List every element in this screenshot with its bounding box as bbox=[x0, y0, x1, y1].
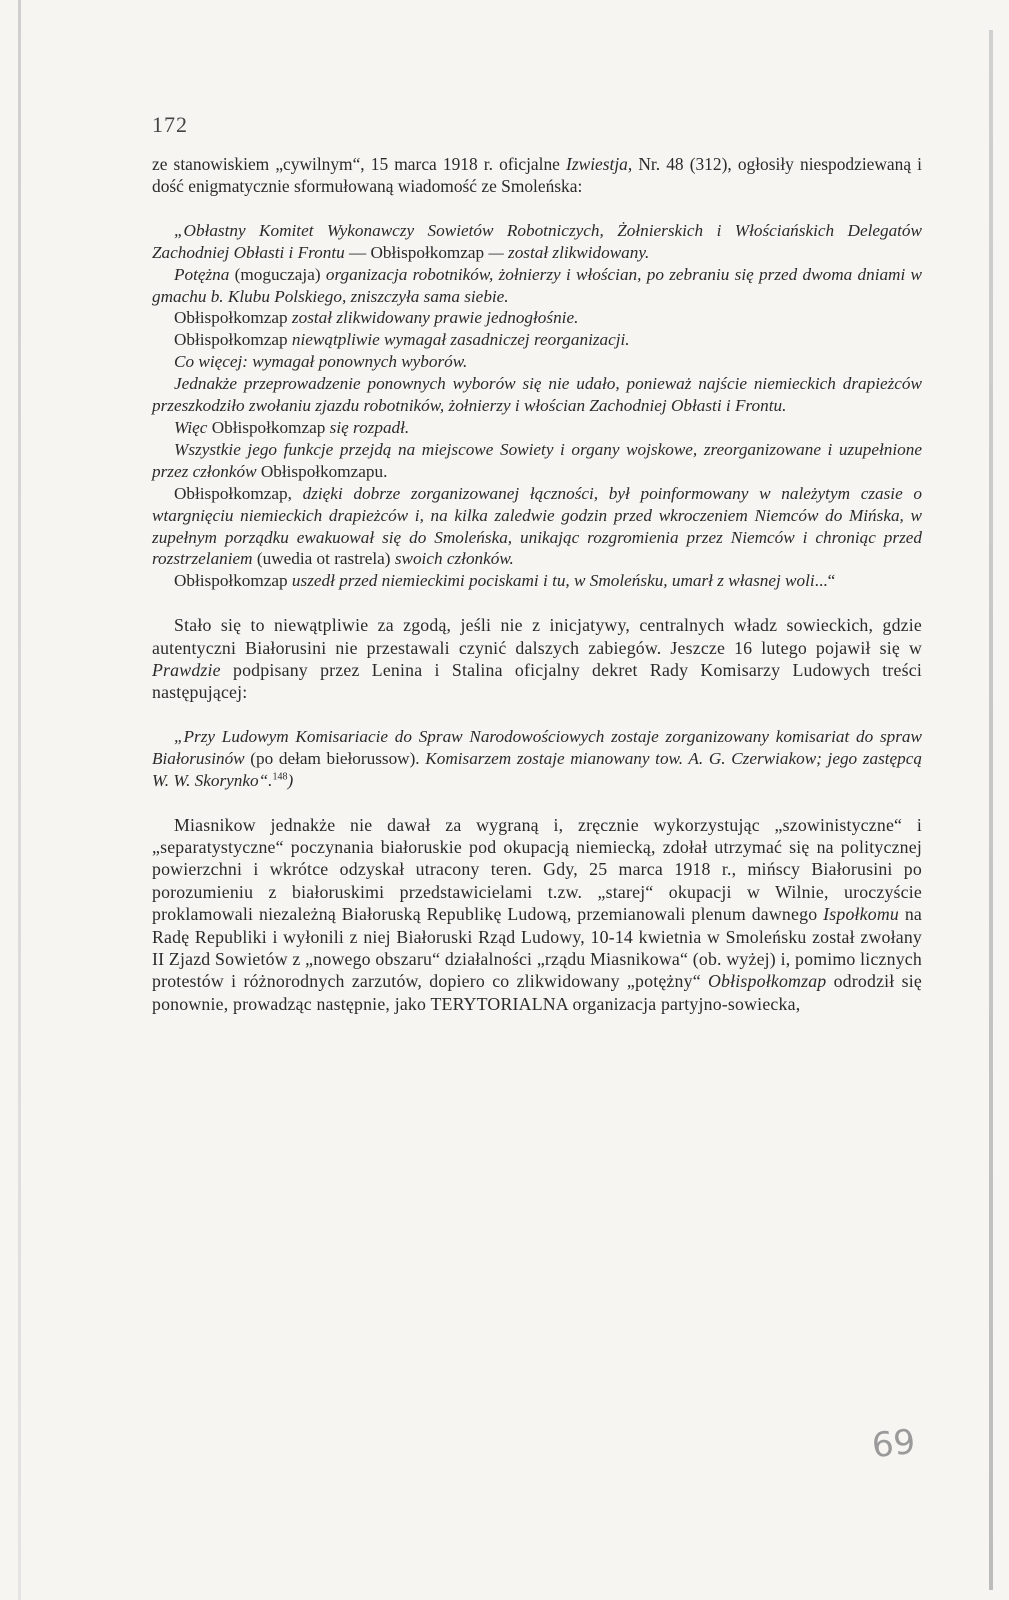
text: dzięki dobrze zorganizowanej łączności, był poinformowany w należytym czasie o wtargnięciu niemieckich drapieżców i, na kilka zaledwie godzin przed wkroczeniem Niemców do Mińska, w zupełnym porządku ewakuował się do Smoleńska, unikając rozgromienia przez Niemców i chroniąc przed rozstrzelaniem bbox=[152, 483, 922, 569]
quote-paragraph bbox=[152, 307, 922, 329]
text: (moguczaja) bbox=[229, 264, 326, 284]
text: — Obłispołkomzap bbox=[344, 242, 489, 262]
newspaper-title: Prawdzie bbox=[152, 660, 221, 681]
quote-paragraph bbox=[152, 351, 922, 373]
quote-paragraph bbox=[152, 726, 922, 792]
text: Obłispołkomzapu. bbox=[256, 461, 388, 481]
text: ...“ bbox=[814, 571, 836, 591]
text: „Przy Ludowym Komisariacie do Spraw Narodowościowych zostaje zorganizowany komisariat do spraw Białorusinów bbox=[152, 726, 922, 768]
text: odrodził się ponownie, prowadząc następnie, jako TERYTORIALNA organizacja partyjno-sowiecka, bbox=[152, 971, 923, 1014]
text: Jednakże przeprowadzenie ponownych wyborów się nie udało, ponieważ najście niemieckich drapieżców przeszkodziło zwołaniu zjazdu robotników, żołnierzy i włościan Zachodniej Obłasti i Frontu. bbox=[152, 374, 922, 416]
quote-smolensk bbox=[152, 220, 922, 592]
page-left-edge bbox=[18, 0, 21, 1600]
text: Stało się to niewątpliwie za zgodą, jeśli nie z inicjatywy, centralnych władz sowieckich, gdzie autentyczni Białorusini nie przestawali czynić dalszych zabiegów. Jeszcze 16 lutego pojawił się w bbox=[152, 615, 922, 658]
text: Ispołkomu bbox=[823, 904, 899, 925]
handwritten-page-note: 69 bbox=[870, 1421, 918, 1467]
body-paragraph bbox=[152, 814, 922, 1016]
text: został zlikwidowany prawie jednogłośnie. bbox=[291, 308, 579, 328]
quote-paragraph bbox=[152, 220, 922, 264]
intro-paragraph bbox=[152, 154, 922, 198]
text: niewątpliwie wymagał zasadniczej reorganizacji. bbox=[291, 330, 630, 350]
text: ze stanowiskiem „cywilnym“, 15 marca 1918 r. oficjalne bbox=[152, 154, 567, 174]
text: Komisarzem zostaje mianowany tow. A. G. Czerwiakow; jego zastępcą W. W. Skorynko“. bbox=[152, 748, 922, 790]
text: Wszystkie jego funkcje przejdą na miejscowe Sowiety i organy wojskowe, zreorganizowane i uzupełnione przez członków bbox=[152, 439, 922, 481]
quote-paragraph bbox=[152, 570, 922, 592]
text: organizacja robotników, żołnierzy i włościan, po zebraniu się przed dwoma dniami w gmachu b. Klubu Polskiego, zniszczyła sama siebie. bbox=[152, 264, 923, 306]
body-paragraph bbox=[152, 614, 922, 704]
text: Obłispołkomzap, bbox=[174, 483, 303, 503]
quote-decree bbox=[152, 726, 922, 792]
text: Obłispołkomzap bbox=[708, 971, 827, 992]
text: uszedł przed niemieckimi pociskami i tu, w Smoleńsku, umarł z własnej woli bbox=[291, 571, 815, 591]
text: się rozpadł. bbox=[329, 417, 410, 437]
text: Nr. 48 (312), ogłosiły niespodziewaną i dość enigmatycznie sformułowaną wiadomość ze Smoleńska: bbox=[152, 154, 923, 196]
text: Miasnikow jednakże nie dawał za wygraną i, zręcznie wykorzystując „szowinistyczne“ i „separatystyczne“ poczynania białoruskie pod okupacją niemiecką, zdołał utrzymać się na politycznej powierzchni i wkrótce odzyskał utracony teren. Gdy, 25 marca 1918 r., mińscy Białorusini po porozumieniu z białoruskimi przedstawicielami t.zw. „starej“ okupacji w Wilnie, uroczyście proklamowali niezależną Białoruską Republikę Ludową, przemianowali plenum dawnego bbox=[152, 814, 922, 925]
quote-paragraph bbox=[152, 483, 922, 571]
text: Obłispołkomzap bbox=[174, 308, 292, 328]
page-number: 172 bbox=[152, 112, 188, 137]
text: „Obłastny Komitet Wykonawczy Sowietów Robotniczych, Żołnierskich i Włościańskich Delegatów Zachodniej Obłasti i Frontu bbox=[152, 220, 922, 262]
text: (uwedia ot rastrela) bbox=[252, 549, 395, 569]
footnote-ref: 148 bbox=[272, 770, 288, 782]
quote-paragraph bbox=[152, 264, 922, 308]
text: swoich członków. bbox=[394, 549, 514, 569]
text: podpisany przez Lenina i Stalina oficjalny dekret Rady Komisarzy Ludowych treści następującej: bbox=[152, 660, 922, 703]
quote-paragraph bbox=[152, 329, 922, 351]
text: (po dełam biełorussow). bbox=[244, 748, 426, 768]
quote-paragraph bbox=[152, 439, 922, 483]
text: ) bbox=[287, 770, 294, 790]
text: Co więcej: wymagał ponownych wyborów. bbox=[174, 352, 468, 372]
text: na Radę Republiki i wyłonili z niej Białoruski Rząd Ludowy, 10-14 kwietnia w Smoleńsku został zwołany II Zjazd Sowietów z „nowego obszaru“ działalności „rządu Miasnikowa“ (ob. wyżej) i, pomimo licznych protestów i różnorodnych zarzutów, dopiero co zlikwidowany „potężny“ bbox=[152, 904, 922, 992]
text: Więc bbox=[174, 417, 208, 437]
page-right-edge bbox=[989, 30, 993, 1590]
text: Potężna bbox=[174, 264, 230, 284]
document-body bbox=[152, 112, 922, 1015]
newspaper-title: Izwiestja, bbox=[566, 154, 633, 174]
quote-paragraph bbox=[152, 373, 922, 417]
quote-paragraph bbox=[152, 417, 922, 439]
text: Obłispołkomzap bbox=[174, 571, 292, 591]
text: — został zlikwidowany. bbox=[488, 242, 650, 262]
text: Obłispołkomzap bbox=[207, 417, 330, 437]
text: Obłispołkomzap bbox=[174, 330, 292, 350]
